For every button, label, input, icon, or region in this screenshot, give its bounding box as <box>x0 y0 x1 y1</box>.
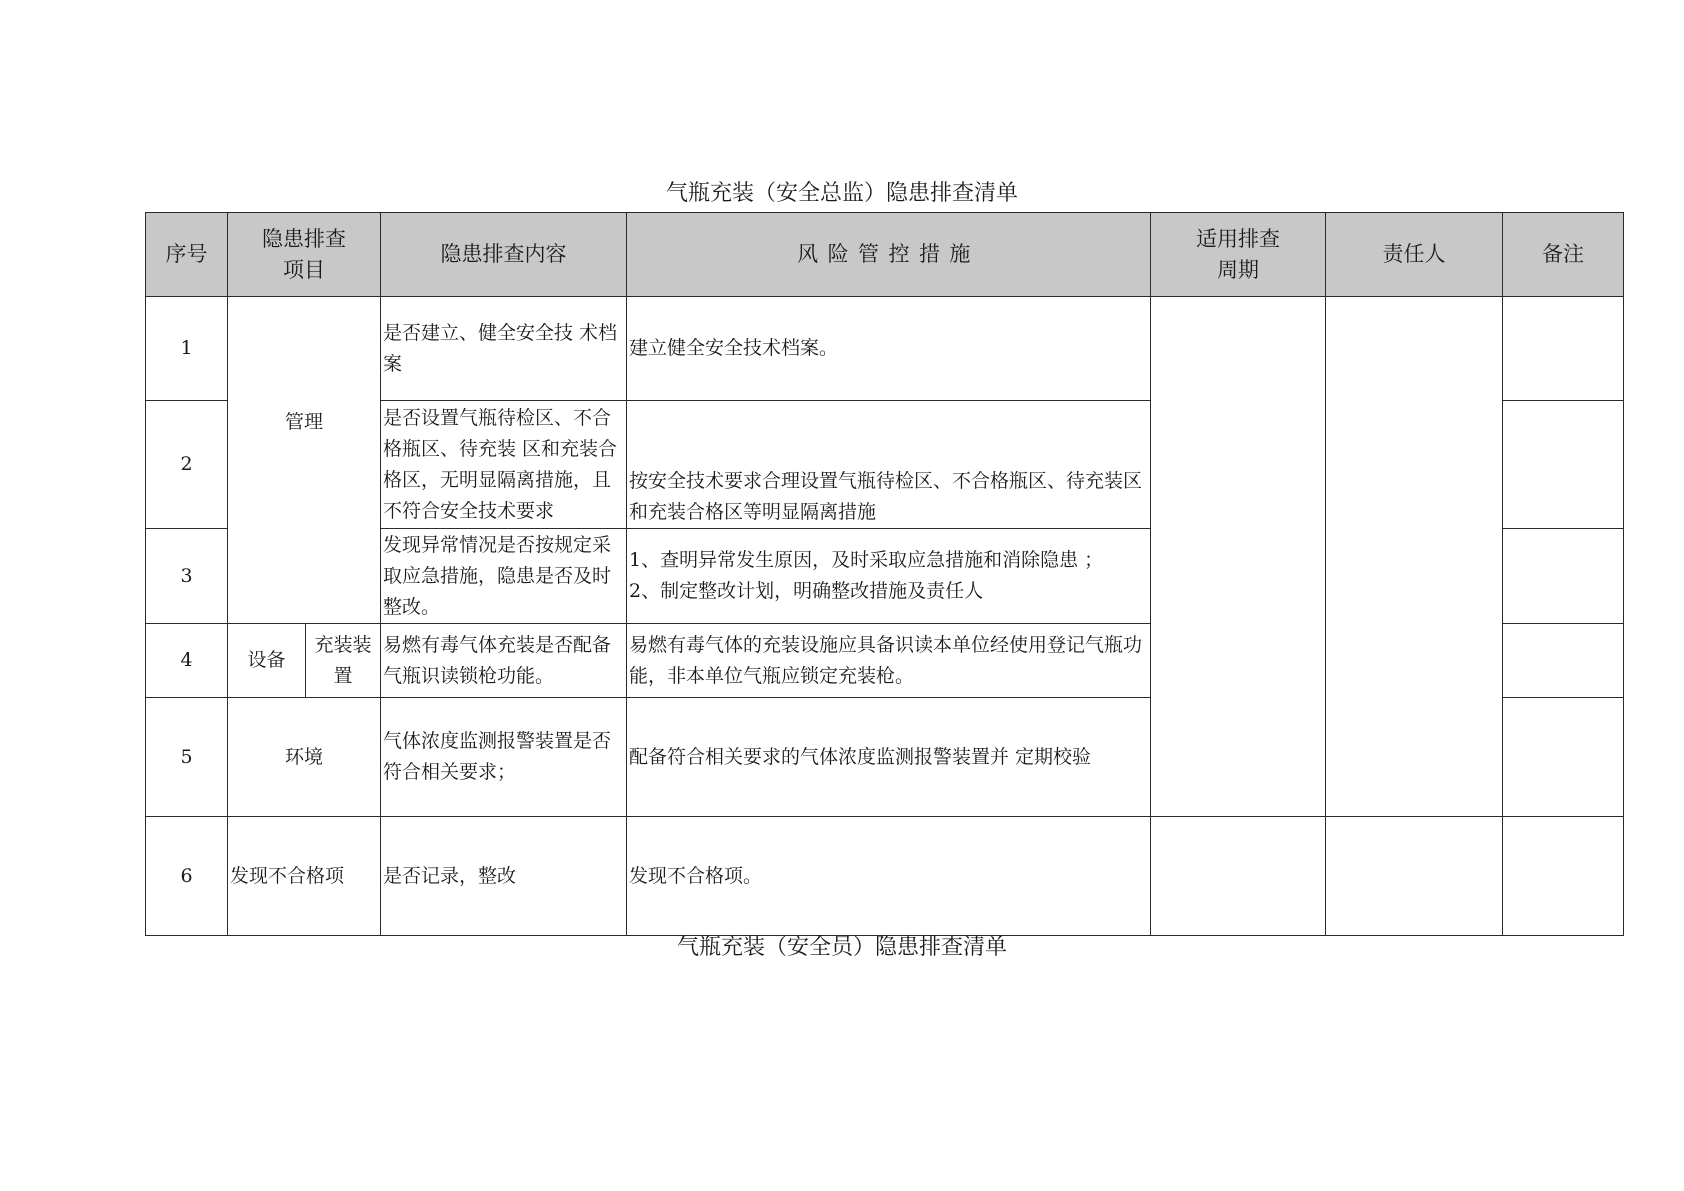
row-seq: 6 <box>146 817 228 936</box>
row-period-cell <box>1151 817 1326 936</box>
row-category: 发现不合格项 <box>228 817 381 936</box>
table-row <box>146 817 1624 936</box>
header-item-line1: 隐患排查 <box>262 226 346 251</box>
row-measures: 按安全技术要求合理设置气瓶待检区、不合格瓶区、待充装区和充装合格区等明显隔离措施 <box>627 401 1151 529</box>
row-measures: 发现不合格项。 <box>627 817 1151 936</box>
row-content: 易燃有毒气体充装是否配备气瓶识读锁枪功能。 <box>381 624 627 698</box>
header-content: 隐患排查内容 <box>381 213 627 297</box>
row-content: 是否建立、健全安全技 术档案 <box>381 297 627 401</box>
header-remark: 备注 <box>1503 213 1624 297</box>
row-remark-cell <box>1503 529 1624 624</box>
row-content: 是否设置气瓶待检区、不合格瓶区、待充装 区和充装合格区，无明显隔离措施，且不符合安全技术要求 <box>381 401 627 529</box>
header-item-line2: 项目 <box>283 257 325 282</box>
row-seq: 5 <box>146 698 228 817</box>
row-remark-cell <box>1503 817 1624 936</box>
header-item <box>228 213 381 297</box>
row-measures: 建立健全安全技术档案。 <box>627 297 1151 401</box>
row-seq: 1 <box>146 297 228 401</box>
row-seq: 4 <box>146 624 228 698</box>
row-seq: 3 <box>146 529 228 624</box>
hazard-checklist-table <box>145 212 1624 936</box>
page-title: 气瓶充装（安全总监）隐患排查清单 <box>665 181 1018 206</box>
header-seq: 序号 <box>146 213 228 297</box>
row-content: 发现异常情况是否按规定采取应急措施，隐患是否及时整改。 <box>381 529 627 624</box>
row-owner-cell <box>1326 817 1503 936</box>
row-remark-cell <box>1503 624 1624 698</box>
row-category: 环境 <box>228 698 381 817</box>
row-remark-cell <box>1503 401 1624 529</box>
table-header-row <box>146 213 1624 297</box>
header-period-line2: 周期 <box>1217 257 1259 282</box>
row-seq: 2 <box>146 401 228 529</box>
row-content: 气体浓度监测报警装置是否符合相关要求； <box>381 698 627 817</box>
row-content: 是否记录，整改 <box>381 817 627 936</box>
row-period-cell <box>1151 297 1326 817</box>
row-owner-cell <box>1326 297 1503 817</box>
second-section-title: 气瓶充装（安全员）隐患排查清单 <box>676 935 1007 960</box>
row-measures-line1: 1、查明异常发生原因，及时采取应急措施和消除隐患 ； <box>629 549 1104 571</box>
row-subcategory: 充装装置 <box>306 624 381 698</box>
row-remark-cell <box>1503 698 1624 817</box>
row-measures: 配备符合相关要求的气体浓度监测报警装置并 定期校验 <box>627 698 1151 817</box>
header-period <box>1151 213 1326 297</box>
row-measures <box>627 529 1151 624</box>
row-remark-cell <box>1503 297 1624 401</box>
row-category: 管理 <box>228 297 381 624</box>
row-measures-line2: 2、制定整改计划，明确整改措施及责任人 <box>629 580 984 602</box>
table-row <box>146 297 1624 401</box>
row-measures: 易燃有毒气体的充装设施应具备识读本单位经使用登记气瓶功能，非本单位气瓶应锁定充装枪。 <box>627 624 1151 698</box>
header-owner: 责任人 <box>1326 213 1503 297</box>
header-measures: 风险管控措施 <box>627 213 1151 297</box>
row-category: 设备 <box>228 624 306 698</box>
header-period-line1: 适用排查 <box>1196 226 1280 251</box>
